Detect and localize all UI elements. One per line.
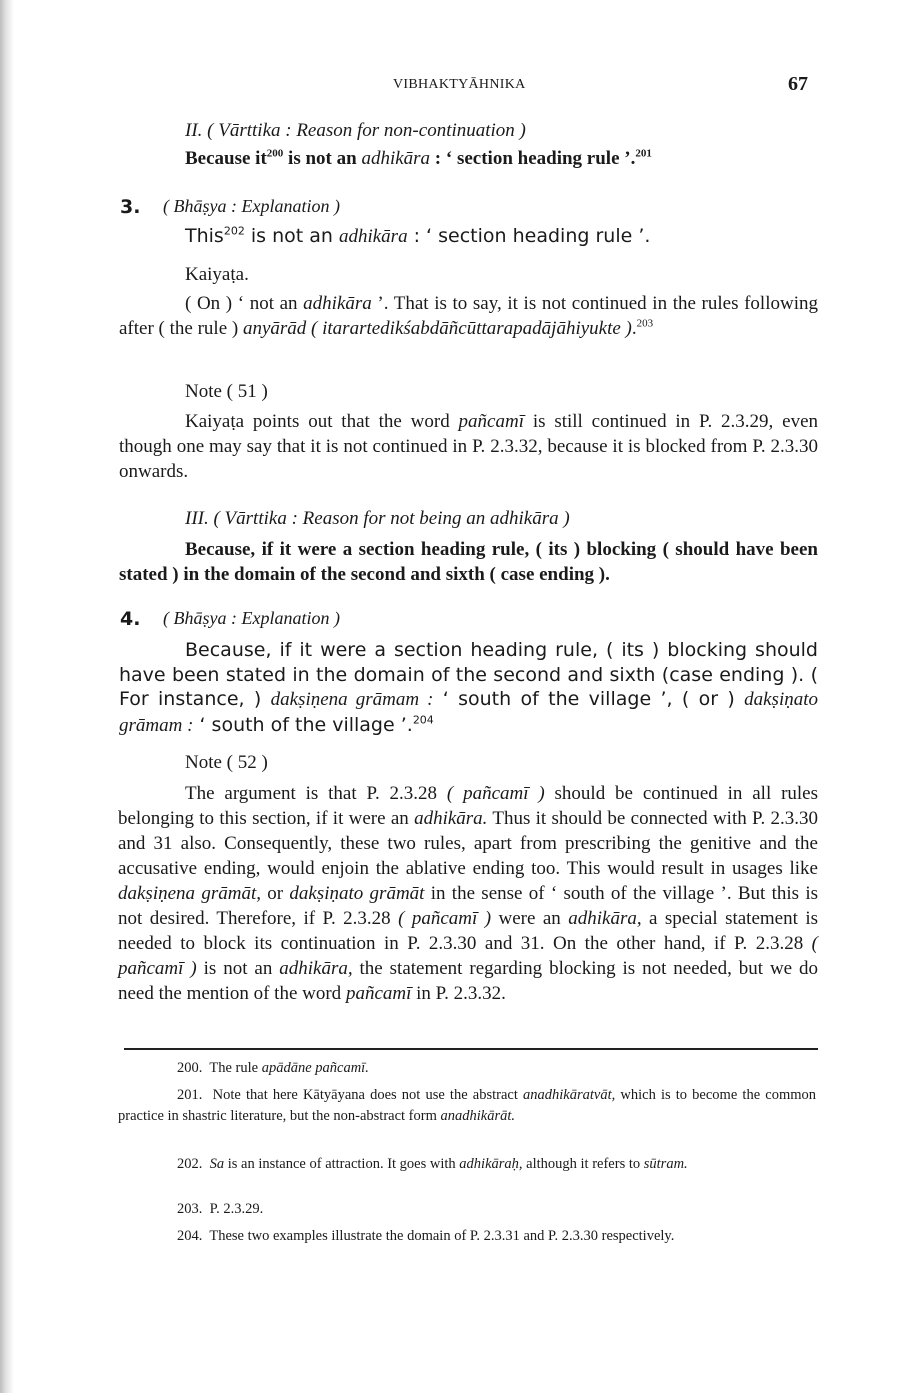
varttika-3-text: Because, if it were a section heading rule, ( its ) blocking ( should have been stated ) in the domain of the second and sixth ( case ending ). bbox=[119, 539, 818, 585]
note-52-paragraph: The argument is that P. 2.3.28 ( pañcamī ) should be continued in all rules belonging to this section, if it were an adhikāra. Thus it should be connected with P. 2.3.30 and 31 also. Consequently, these two rules, apart from prescribing the genitive and the accusative ending, would enjoin the ablative ending too. This would result in usages like dakṣiṇena grāmāt, or dakṣiṇato grāmāt in the sense of ‘ south of the village ’. But this is not desired. Therefore, if P. 2.3.28 ( pañcamī ) were an adhikāra, a special statement is needed to block its continuation in P. 2.3.30 and 31. On the other hand, if P. 2.3.28 ( pañcamī ) is not an adhikāra, the statement regarding blocking is not needed, but we do need the mention of the word pañcamī in P. 2.3.32. bbox=[118, 783, 819, 1004]
running-header: VIBHAKTYĀHNIKA bbox=[393, 77, 526, 92]
footnote-ref-201: 201 bbox=[635, 147, 652, 160]
note-51-label: Note ( 51 ) bbox=[185, 381, 268, 402]
scan-edge-shadow bbox=[0, 0, 14, 1393]
footnote-ref-203: 203 bbox=[636, 317, 654, 330]
varttika-3-heading: III. ( Vārttika : Reason for not being an adhikāra ) bbox=[185, 508, 570, 529]
footnote-ref-204: 204 bbox=[412, 713, 434, 727]
section-number-3: 3. bbox=[120, 196, 141, 218]
varttika-2-heading: II. ( Vārttika : Reason for non-continuation ) bbox=[185, 120, 526, 141]
page-number: 67 bbox=[788, 73, 808, 95]
note-52-label: Note ( 52 ) bbox=[185, 752, 268, 773]
varttika-2-text: Because $it^{200}$ is not an adhikāra : ‘ section heading rule ’.$^{201}$ bbox=[185, 147, 652, 169]
kaiyata-paragraph: ( On ) ‘ not an adhikāra ’. That is to say, it is not continued in the rules following after ( the rule ) anyārād ( itarartedikśabdāñcūttarapadājāhiyukte ).$^{203}$ bbox=[119, 293, 818, 339]
section-4-heading: ( Bhāṣya : Explanation ) bbox=[163, 608, 340, 628]
footnote-200: 200. The rule apādāne pañcamī. bbox=[177, 1060, 369, 1076]
footnote-204: 204. These two examples illustrate the domain of P. 2.3.31 and P. 2.3.30 respectively. bbox=[177, 1228, 675, 1244]
section-4-paragraph: Because, if it were a section heading rule, ( its ) blocking should have been stated in the domain of the second and sixth (case ending ). ( For instance, ) dakṣiṇena grāmam : ‘ south of the village ’, ( or ) dakṣiṇato grāmam : ‘ south of the village ’.$^{204}$ bbox=[119, 639, 819, 736]
section-number-4: 4. bbox=[120, 608, 141, 630]
section-3-text: This$^{202}$ is not an adhikāra : ‘ section heading rule ’. bbox=[185, 224, 651, 247]
footnote-ref-200: 200 bbox=[266, 147, 284, 160]
note-51-paragraph: Kaiyaṭa points out that the word pañcamī is still continued in P. 2.3.29, even though one may say that it is not continued in P. 2.3.32, because it is blocked from P. 2.3.30 onwards. bbox=[119, 411, 819, 482]
footnote-202: 202. Sa is an instance of attraction. It goes with adhikāraḥ, although it refers to sūtram. bbox=[177, 1156, 688, 1172]
footnote-ref-202: 202 bbox=[223, 224, 245, 238]
section-3-heading: ( Bhāṣya : Explanation ) bbox=[163, 196, 340, 216]
footnote-203: 203. P. 2.3.29. bbox=[177, 1201, 264, 1217]
footnote-divider bbox=[124, 1048, 818, 1050]
footnote-201: 201. Note that here Kātyāyana does not use the abstract anadhikāratvāt, which is to become the common practice in shastric literature, but the non-abstract form anadhikārāt. bbox=[118, 1087, 817, 1124]
kaiyata-label: Kaiyaṭa. bbox=[185, 264, 249, 285]
